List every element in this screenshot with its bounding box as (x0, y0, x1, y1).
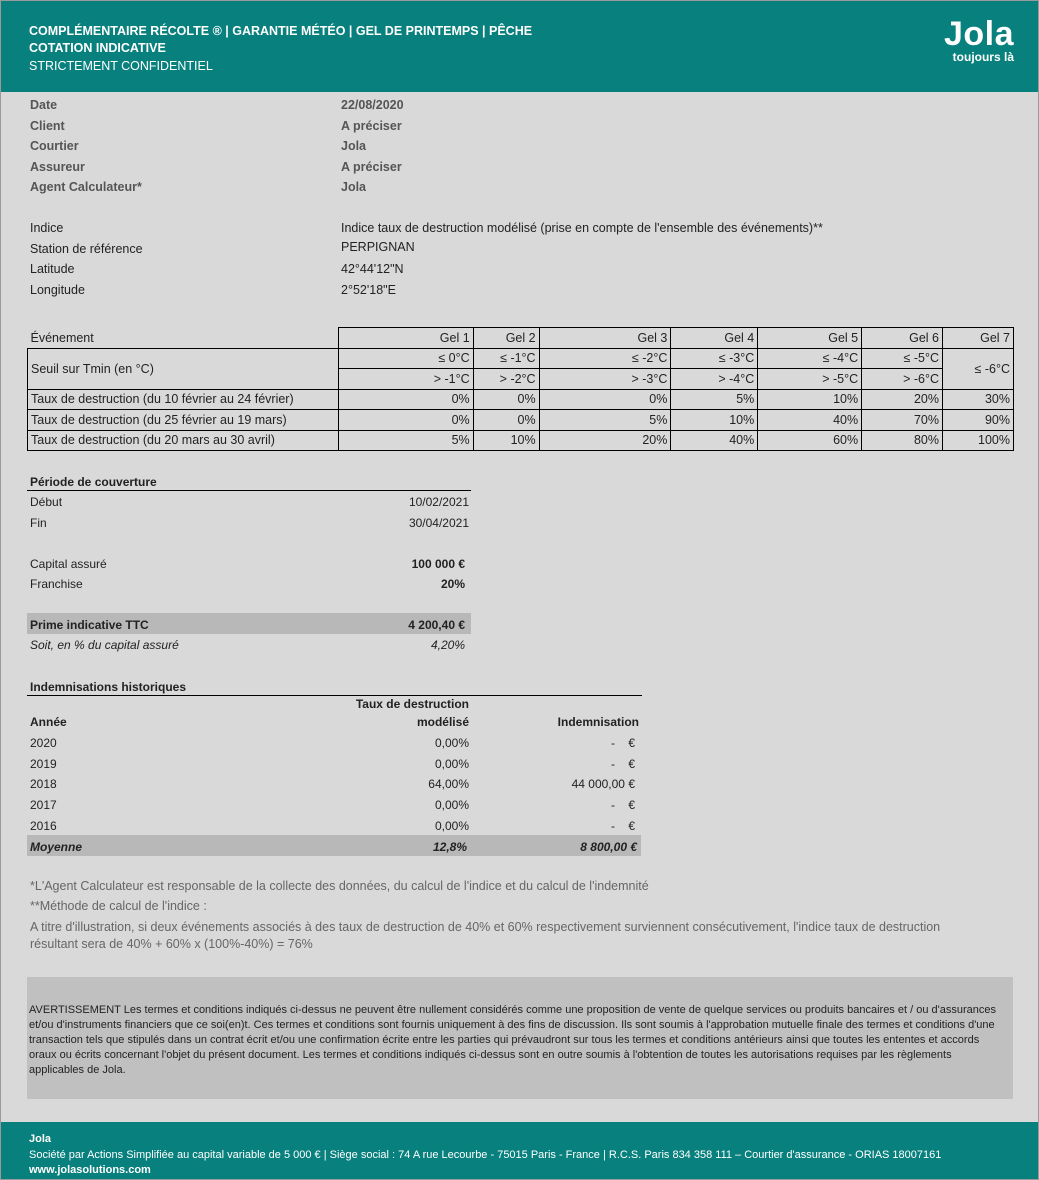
history-indemnisation: - € (610, 818, 635, 833)
index-info-value: Indice taux de destruction modélisé (prise en compte de l'ensemble des événements)** (341, 221, 823, 235)
destruction-rate-cell: 20% (539, 430, 671, 451)
threshold-lower-cell: > -6°C (862, 369, 943, 390)
threshold-lower-cell: > -2°C (473, 369, 539, 390)
destruction-rate-cell: 0% (539, 389, 671, 410)
history-year: 2019 (30, 756, 57, 771)
history-indemnisation: 44 000,00 € (571, 777, 635, 792)
capital-value: 100 000 € (411, 557, 465, 571)
footer-website: www.jolasolutions.com (29, 1164, 151, 1176)
coverage-title-rule (27, 490, 471, 491)
events-table (27, 327, 1014, 451)
threshold-upper-cell: ≤ -4°C (758, 348, 862, 369)
history-year: 2020 (30, 736, 57, 750)
meta-label: Client (30, 118, 65, 133)
franchise-label: Franchise (30, 577, 83, 591)
destruction-rate-cell: 10% (671, 410, 758, 431)
history-col-rate-line1: Taux de destruction (355, 697, 469, 711)
destruction-rate-cell: 100% (943, 430, 1014, 451)
events-column-header: Gel 3 (539, 328, 671, 349)
events-column-header: Gel 2 (473, 328, 539, 349)
threshold-lower-cell: > -5°C (758, 369, 862, 390)
logo-tagline: toujours là (952, 50, 1014, 64)
index-info-value: 2°52'18"E (341, 283, 396, 298)
events-header-label: Événement (28, 328, 339, 349)
destruction-rate-cell: 5% (671, 389, 758, 410)
premium-value: 4 200,40 € (408, 618, 465, 632)
capital-label: Capital assuré (30, 557, 107, 571)
history-indemnisation: - € (610, 736, 635, 750)
events-header-row (28, 328, 1014, 349)
footer-company: Jola (29, 1133, 52, 1145)
destruction-rate-cell: 0% (473, 389, 539, 410)
footer-details: Société par Actions Simplifiée au capital variable de 5 000 € | Siège social : 74 A rue Lecourbe - 75015 Paris - France | R.C.S. Paris 834 358 111 – Courtier d'assurance - ORIAS 18007161 (29, 1149, 942, 1161)
threshold-lower-cell: > -3°C (539, 369, 671, 390)
history-average-label: Moyenne (30, 840, 83, 854)
header-banner (1, 1, 1038, 92)
jola-logo (944, 15, 1014, 63)
history-rate: 64,00% (428, 777, 469, 792)
meta-value: Jola (341, 139, 367, 153)
meta-label: Agent Calculateur* (30, 180, 142, 194)
history-average-rate: 12,8% (432, 840, 467, 854)
header-product-line: COMPLÉMENTAIRE RÉCOLTE ® | GARANTIE MÉTÉO | GEL DE PRINTEMPS | PÊCHE (29, 24, 533, 38)
threshold-upper-row (28, 348, 1014, 369)
history-indemnisation: - € (610, 798, 635, 813)
destruction-rate-label: Taux de destruction (du 25 février au 19 mars) (28, 410, 339, 431)
destruction-rate-cell: 80% (862, 430, 943, 451)
history-rate: 0,00% (434, 798, 469, 813)
events-column-header: Gel 6 (862, 328, 943, 349)
threshold-upper-cell: ≤ -5°C (862, 348, 943, 369)
premium-label: Prime indicative TTC (30, 618, 149, 632)
meta-label: Date (30, 98, 58, 112)
events-column-header: Gel 1 (338, 328, 473, 349)
coverage-title: Période de couverture (30, 475, 157, 489)
destruction-rate-cell: 0% (338, 410, 473, 431)
destruction-rate-cell: 90% (943, 410, 1014, 431)
meta-value: 22/08/2020 (341, 98, 404, 112)
index-info-label: Indice (30, 221, 64, 235)
history-year: 2016 (30, 818, 57, 833)
coverage-start-value: 10/02/2021 (408, 495, 469, 509)
franchise-value: 20% (440, 577, 465, 591)
history-rate: 0,00% (434, 818, 469, 833)
destruction-rate-cell: 10% (758, 389, 862, 410)
coverage-end-label: Fin (30, 516, 47, 530)
footer-banner (1, 1122, 1038, 1179)
history-average-indemnisation: 8 800,00 € (580, 840, 637, 854)
events-column-header: Gel 4 (671, 328, 758, 349)
destruction-rate-row (28, 430, 1014, 451)
history-year: 2017 (30, 798, 57, 813)
history-indemnisation: - € (610, 756, 635, 771)
destruction-rate-label: Taux de destruction (du 20 mars au 30 avril) (28, 430, 339, 451)
events-column-header: Gel 5 (758, 328, 862, 349)
note-method-line1: A titre d'illustration, si deux événements associés à des taux de destruction de 40% et 60% respectivement surviennent consécutivement, l'indice taux de destruction (30, 920, 941, 934)
premium-pct-label: Soit, en % du capital assuré (30, 638, 179, 652)
meta-value: Jola (341, 180, 367, 194)
destruction-rate-cell: 10% (473, 430, 539, 451)
note-method-line2: résultant sera de 40% + 60% x (100%-40%) = 76% (30, 937, 313, 951)
threshold-lower-cell: > -4°C (671, 369, 758, 390)
index-info-value: 42°44'12"N (341, 262, 404, 277)
history-col-indemnisation: Indemnisation (557, 715, 639, 729)
history-year: 2018 (30, 777, 57, 792)
history-col-rate-line2: modélisé (416, 715, 469, 729)
destruction-rate-cell: 20% (862, 389, 943, 410)
disclaimer-text: AVERTISSEMENT Les termes et conditions indiqués ci-dessus ne peuvent être nullement considérés comme une proposition de vente de quelque services ou produits bancaires et / ou d'assurances et/ou d'instruments financiers que ce soi(en)t. Ces termes et conditions sont fournis uniquement à des fins de discussion. Ils sont soumis à l'approbation mutuelle finale des termes et conditions d'une transaction tels que stipulés dans un contrat écrit et/ou une confirmation écrite entre les parties qui prévaudront sur tous les termes et conditions antérieurs ainsi que toutes les ententes et accords oraux ou écrits concernant l'objet du présent document. Les termes et conditions indiqués ci-dessus sont en outre soumis à l'obtention de toutes les autorisations requises par les règlements applicables de Jola. (29, 1004, 996, 1076)
history-rate: 0,00% (434, 756, 469, 771)
header-quote-type: COTATION INDICATIVE (29, 41, 166, 55)
destruction-rate-cell: 40% (758, 410, 862, 431)
meta-value: A préciser (341, 159, 402, 174)
index-info-label: Latitude (30, 262, 75, 277)
destruction-rate-cell: 0% (338, 389, 473, 410)
logo-brand: Jola (943, 15, 1014, 53)
threshold-upper-cell: ≤ -1°C (473, 348, 539, 369)
header-confidential: STRICTEMENT CONFIDENTIEL (29, 59, 213, 73)
threshold-label: Seuil sur Tmin (en °C) (28, 348, 339, 389)
premium-pct-value: 4,20% (430, 638, 465, 652)
history-rate: 0,00% (434, 736, 469, 750)
index-info-label: Longitude (30, 283, 85, 298)
coverage-end-value: 30/04/2021 (408, 516, 469, 530)
history-title: Indemnisations historiques (30, 680, 187, 694)
note-agent: *L'Agent Calculateur est responsable de la collecte des données, du calcul de l'indice et du calcul de l'indemnité (30, 879, 649, 893)
destruction-rate-cell: 60% (758, 430, 862, 451)
destruction-rate-cell: 0% (473, 410, 539, 431)
destruction-rate-cell: 5% (539, 410, 671, 431)
disclaimer-box (27, 977, 1013, 1099)
meta-label: Courtier (30, 139, 79, 153)
threshold-upper-cell: ≤ -3°C (671, 348, 758, 369)
threshold-lower-cell: > -1°C (338, 369, 473, 390)
events-column-header: Gel 7 (943, 328, 1014, 349)
destruction-rate-cell: 70% (862, 410, 943, 431)
threshold-upper-cell: ≤ -6°C (943, 348, 1014, 389)
index-info-label: Station de référence (30, 241, 143, 256)
threshold-upper-cell: ≤ -2°C (539, 348, 671, 369)
threshold-upper-cell: ≤ 0°C (338, 348, 473, 369)
index-info-value: PERPIGNAN (341, 239, 415, 254)
destruction-rate-cell: 40% (671, 430, 758, 451)
meta-label: Assureur (30, 159, 85, 174)
destruction-rate-cell: 5% (338, 430, 473, 451)
note-method-title: **Méthode de calcul de l'indice : (30, 899, 207, 913)
destruction-rate-row (28, 389, 1014, 410)
history-col-year: Année (30, 715, 67, 729)
destruction-rate-cell: 30% (943, 389, 1014, 410)
destruction-rate-label: Taux de destruction (du 10 février au 24 février) (28, 389, 339, 410)
coverage-start-label: Début (30, 495, 63, 509)
meta-value: A préciser (341, 118, 402, 133)
destruction-rate-row (28, 410, 1014, 431)
